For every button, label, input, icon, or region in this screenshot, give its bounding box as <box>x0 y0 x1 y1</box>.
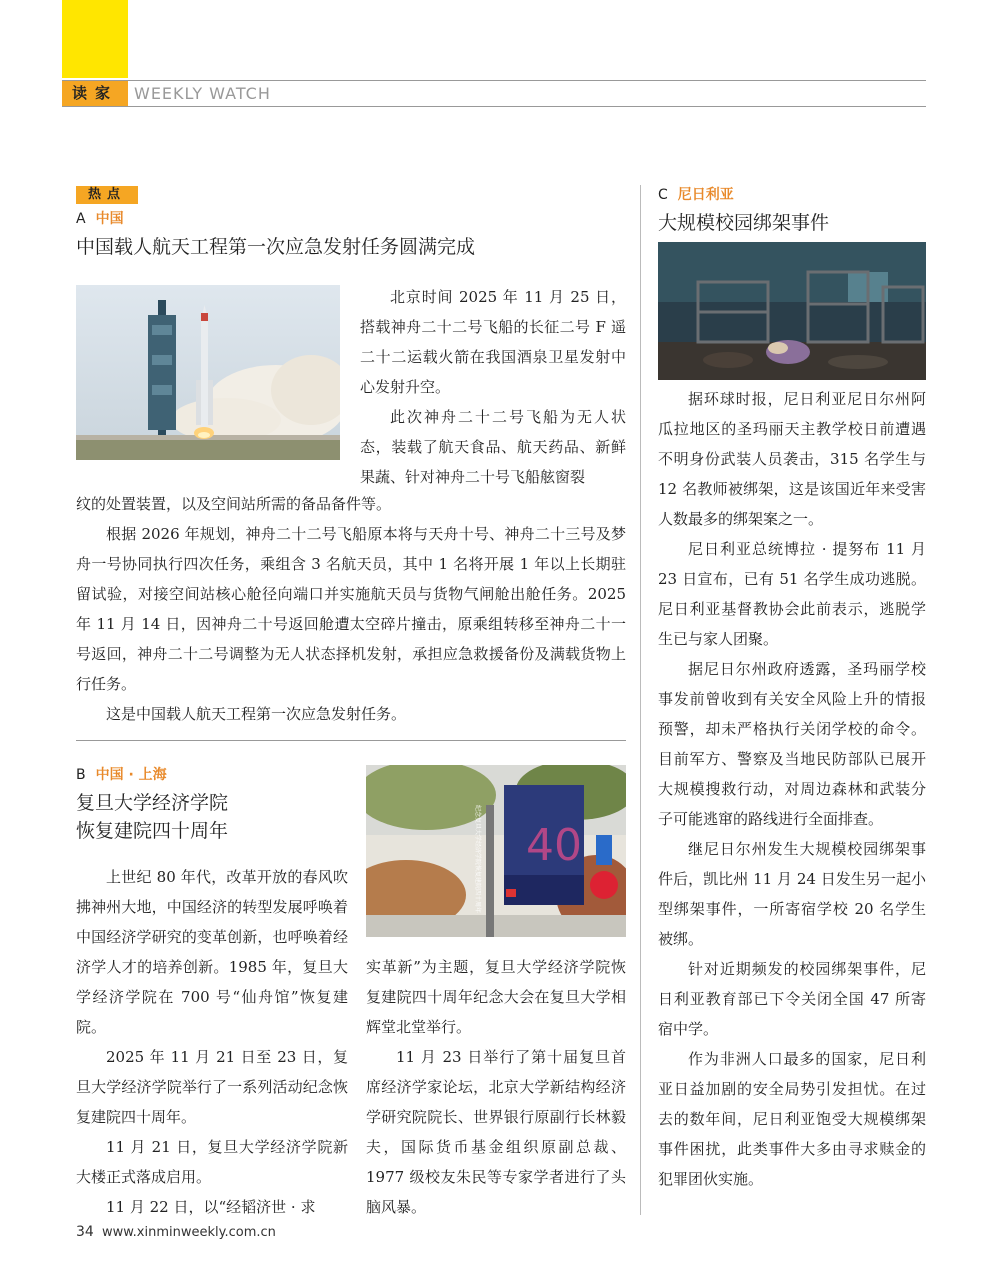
page-number: 34 <box>76 1224 94 1240</box>
section-c-para5: 针对近期频发的校园绑架事件，尼日利亚教育部已下令关闭全国 47 所寄宿中学。 <box>658 960 926 1038</box>
section-c-para4: 继尼日尔州发生大规模校园绑架事件后，凯比州 11 月 24 日发生另一起小型绑架事件，一所寄宿学校 20 名学生被绑。 <box>658 840 926 948</box>
section-b-col1 <box>76 862 348 1222</box>
section-b-col1-para3: 11 月 21 日，复旦大学经济学院新大楼正式落成启用。 <box>76 1138 348 1186</box>
column-tag: 读家 <box>62 81 128 106</box>
section-b-title-line1: 复旦大学经济学院 <box>76 792 229 814</box>
section-c-para3: 据尼日尔州政府透露，圣玛丽学校事发前曾收到有关安全风险上升的情报预警，却未严格执行关闭学校的命令。目前军方、警察及当地民防部队已展开大规模搜救行动，对周边森林和武装分子可能逃窜的路线进行全面排查。 <box>658 660 926 828</box>
hot-topic-tag: 热点 <box>76 186 138 204</box>
section-b-col1-para4: 11 月 22 日，以“经韬济世 · 求 <box>106 1198 316 1216</box>
section-c-para1: 据环球时报，尼日利亚尼日尔州阿瓜拉地区的圣玛丽天主教学校日前遭遇不明身份武装人员袭击，315 名学生与 12 名教师被绑架，这是该国近年来受害人数最多的绑架案之一。 <box>658 390 926 528</box>
section-b-location: 中国 · 上海 <box>95 767 167 783</box>
header-rule-bottom <box>62 106 926 107</box>
banner-caption: 纪念复旦大学经济学院恢复建院四十周年 <box>474 805 481 914</box>
section-a-para2-cont: 纹的处置装置，以及空间站所需的备品备件等。 <box>76 495 392 513</box>
school-dormitory-photo <box>658 242 926 380</box>
section-c-location: 尼日利亚 <box>677 187 734 203</box>
section-b-label <box>76 764 167 784</box>
section-b-col1-para1: 上世纪 80 年代，改革开放的春风吹拂神州大地，中国经济的转型发展呼唤着中国经济学研究的变革创新，也呼唤着经济学人才的培养创新。1985 年，复旦大学经济学院在 700 号“仙舟馆”恢复建院。 <box>76 868 348 1036</box>
section-a-para4: 这是中国载人航天工程第一次应急发射任务。 <box>106 705 407 723</box>
section-b-title-line2: 恢复建院四十周年 <box>76 820 229 842</box>
rocket-launch-photo <box>76 285 340 460</box>
section-b-letter: B <box>76 767 86 783</box>
section-divider <box>76 740 626 741</box>
header-color-block <box>62 0 128 78</box>
section-a-para3: 根据 2026 年规划，神舟二十二号飞船原本将与天舟十号、神舟二十三号及梦舟一号协同执行四次任务，乘组含 3 名航天员，其中 1 名将开展 1 年以上长期驻留试验，对接空间站核心舱径向端口并实施航天员与货物气闸舱出舱任务。2025 年 11 月 14 日，因神舟二十号返回舱遭太空碎片撞击，原乘组转移至神舟二十一号返回，神舟二十二号调整为无人状态择机发射，承担应急救援备份及满载货物上行任务。 <box>76 525 626 693</box>
section-a-text-wrap <box>360 282 626 492</box>
section-c-para6: 作为非洲人口最多的国家，尼日利亚日益加剧的安全局势引发担忧。在过去的数年间，尼日利亚饱受大规模绑架事件困扰，此类事件大多由寻求赎金的犯罪团伙实施。 <box>658 1050 926 1188</box>
svg-text:40: 40 <box>526 820 582 871</box>
section-b-col2 <box>366 952 626 1222</box>
column-subtitle: WEEKLY WATCH <box>134 84 271 103</box>
section-a-location: 中国 <box>95 211 124 227</box>
section-c-para2: 尼日利亚总统博拉 · 提努布 11 月 23 日宣布，已有 51 名学生成功逃脱。尼日利亚基督教协会此前表示，逃脱学生已与家人团聚。 <box>658 540 926 648</box>
section-b-col2-para2: 11 月 23 日举行了第十届复旦首席经济学家论坛，北京大学新结构经济学研究院院长、世界银行原副行长林毅夫，国际货币基金组织原副总裁、1977 级校友朱民等专家学者进行了头脑风暴。 <box>366 1048 626 1216</box>
section-a-label <box>76 208 124 228</box>
footer-url[interactable]: www.xinminweekly.com.cn <box>101 1225 276 1240</box>
section-c-label <box>658 184 734 204</box>
section-c-title: 大规模校园绑架事件 <box>658 212 830 234</box>
header-rule-top <box>62 80 926 81</box>
section-a-title: 中国载人航天工程第一次应急发射任务圆满完成 <box>76 236 476 258</box>
section-b-col2-para1: 实革新”为主题，复旦大学经济学院恢复建院四十周年纪念大会在复旦大学相辉堂北堂举行。 <box>366 958 626 1036</box>
section-b-col1-para2: 2025 年 11 月 21 日至 23 日，复旦大学经济学院举行了一系列活动纪念恢复建院四十周年。 <box>76 1048 348 1126</box>
column-divider <box>640 185 641 1215</box>
anniversary-banner-photo <box>366 765 626 937</box>
section-a-para2: 此次神舟二十二号飞船为无人状态，装载了航天食品、航天药品、新鲜果蔬、针对神舟二十号飞船舷窗裂 <box>360 408 626 486</box>
section-a-letter: A <box>76 211 86 227</box>
section-a-text-full <box>76 489 626 729</box>
section-c-text <box>658 384 926 1194</box>
section-c-letter: C <box>658 187 668 203</box>
section-a-para1: 北京时间 2025 年 11 月 25 日，搭载神舟二十二号飞船的长征二号 F 遥二十二运载火箭在我国酒泉卫星发射中心发射升空。 <box>360 288 626 396</box>
page-footer <box>76 1224 276 1240</box>
